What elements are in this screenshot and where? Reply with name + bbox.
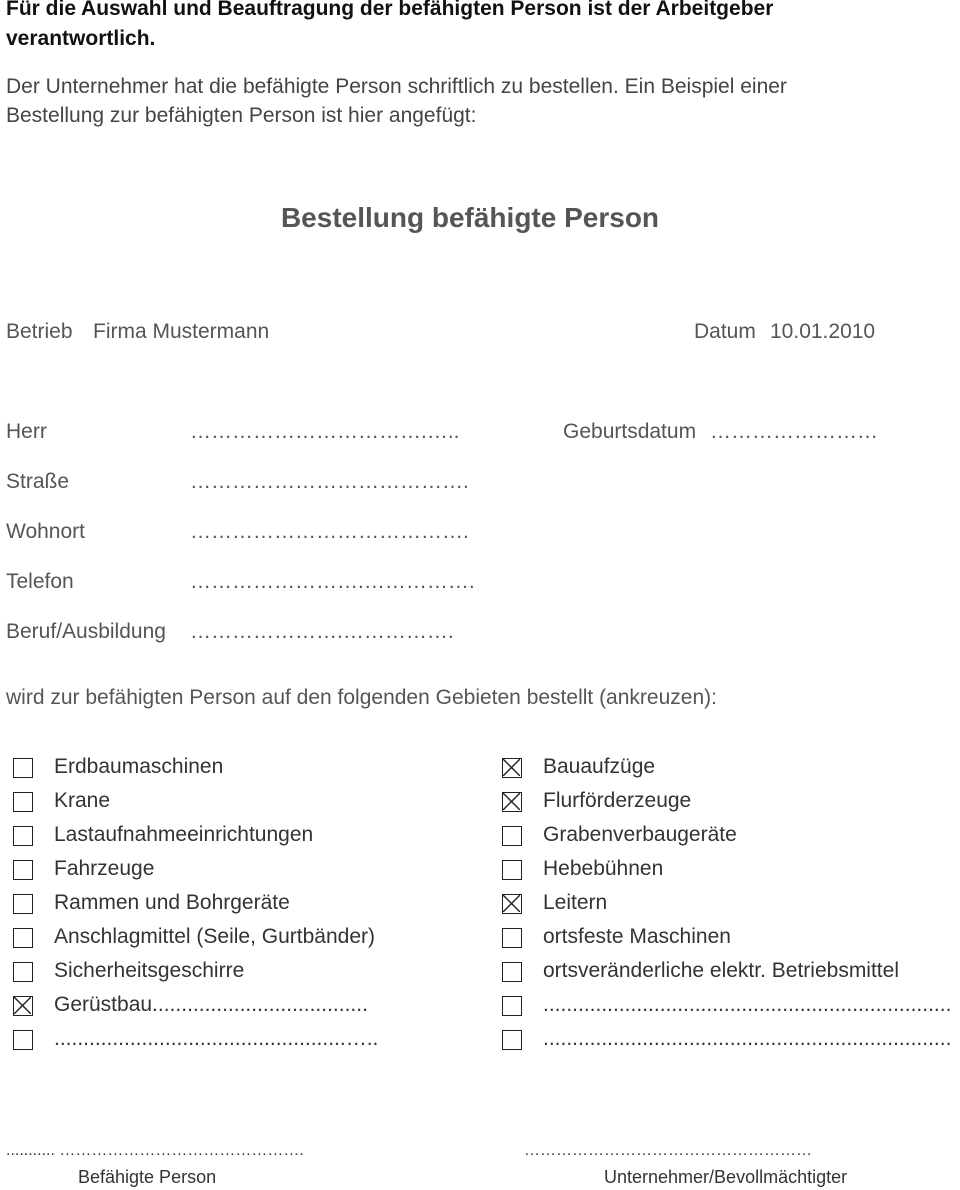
checkbox-right-2[interactable]	[502, 826, 522, 846]
checkbox-label-right-2: Grabenverbaugeräte	[543, 823, 737, 846]
checkbox-label-left-7: Gerüstbau.....................................	[54, 993, 368, 1016]
check-cross-icon	[503, 759, 520, 776]
checkbox-label-left-2: Lastaufnahmeeinrichtungen	[54, 823, 314, 846]
checkbox-label-left-0: Erdbaumaschinen	[54, 755, 224, 778]
checkbox-right-0[interactable]	[502, 758, 522, 778]
checkbox-label-right-6: ortsveränderliche elektr. Betriebsmittel	[543, 959, 899, 982]
checkbox-right-5[interactable]	[502, 928, 522, 948]
check-cross-icon	[503, 793, 520, 810]
checkbox-left-0[interactable]	[13, 758, 33, 778]
betrieb-label: Betrieb	[6, 320, 73, 343]
checkbox-right-8[interactable]	[502, 1030, 522, 1050]
check-cross-icon	[503, 895, 520, 912]
checkbox-left-8[interactable]	[13, 1030, 33, 1050]
checkbox-label-right-1: Flurförderzeuge	[543, 789, 692, 812]
checkbox-label-right-7: ......................................................................	[543, 993, 952, 1016]
checkbox-label-right-0: Bauaufzüge	[543, 755, 656, 778]
signature-line-right: ………………………………………………	[524, 1142, 812, 1159]
telefon-dots: …………………….…………….	[190, 570, 475, 593]
checkbox-label-left-4: Rammen und Bohrgeräte	[54, 891, 290, 914]
beruf-dots: ………………….…………….	[190, 620, 454, 643]
strasse-dots: ………………………………….	[190, 470, 469, 493]
intro-line-4: Bestellung zur befähigten Person ist hier angefügt:	[6, 104, 477, 127]
datum-value: 10.01.2010	[770, 320, 876, 343]
checkbox-label-left-5: Anschlagmittel (Seile, Gurtbänder)	[54, 925, 375, 948]
herr-label: Herr	[6, 420, 47, 443]
beruf-label: Beruf/Ausbildung	[6, 620, 166, 643]
wohnort-label: Wohnort	[6, 520, 85, 543]
wohnort-dots: ………………………………….	[190, 520, 469, 543]
checkbox-left-5[interactable]	[13, 928, 33, 948]
checkbox-label-right-8: ......................................................................	[543, 1027, 952, 1050]
form-title: Bestellung befähigte Person	[280, 202, 660, 233]
checkbox-left-6[interactable]	[13, 962, 33, 982]
intro-bold-line-1: Für die Auswahl und Beauftragung der befähigten Person ist der Arbeitgeber	[6, 0, 774, 20]
betrieb-value: Firma Mustermann	[93, 320, 270, 343]
signature-label-right: Unternehmer/Bevollmächtigter	[604, 1167, 848, 1187]
instruction-text: wird zur befähigten Person auf den folgenden Gebieten bestellt (ankreuzen):	[6, 686, 717, 709]
checkbox-left-4[interactable]	[13, 894, 33, 914]
geburtsdatum-dots: ……………………	[710, 420, 878, 443]
intro-bold-line-2: verantwortlich.	[6, 27, 156, 50]
geburtsdatum-label: Geburtsdatum	[563, 420, 697, 443]
checkbox-label-left-1: Krane	[54, 789, 111, 812]
datum-label: Datum	[694, 320, 756, 343]
checkbox-right-7[interactable]	[502, 996, 522, 1016]
herr-dots: …………………………….…..	[190, 420, 460, 443]
checkbox-right-1[interactable]	[502, 792, 522, 812]
checkbox-right-3[interactable]	[502, 860, 522, 880]
checkbox-label-left-8: ..................................................…..	[54, 1027, 379, 1050]
checkbox-label-right-3: Hebebühnen	[543, 857, 664, 880]
telefon-label: Telefon	[6, 570, 74, 593]
signature-line-left: ........... ……………………………………….	[6, 1142, 304, 1159]
checkbox-label-left-3: Fahrzeuge	[54, 857, 155, 880]
signature-label-left: Befähigte Person	[78, 1167, 217, 1187]
intro-line-3: Der Unternehmer hat die befähigte Person schriftlich zu bestellen. Ein Beispiel einer	[6, 75, 787, 98]
checkbox-label-right-4: Leitern	[543, 891, 608, 914]
strasse-label: Straße	[6, 470, 70, 493]
checkbox-label-left-6: Sicherheitsgeschirre	[54, 959, 245, 982]
checkbox-label-right-5: ortsfeste Maschinen	[543, 925, 731, 948]
check-cross-icon	[14, 997, 31, 1014]
checkbox-right-6[interactable]	[502, 962, 522, 982]
checkbox-left-2[interactable]	[13, 826, 33, 846]
checkbox-left-3[interactable]	[13, 860, 33, 880]
checkbox-right-4[interactable]	[502, 894, 522, 914]
checkbox-left-1[interactable]	[13, 792, 33, 812]
checkbox-left-7[interactable]	[13, 996, 33, 1016]
